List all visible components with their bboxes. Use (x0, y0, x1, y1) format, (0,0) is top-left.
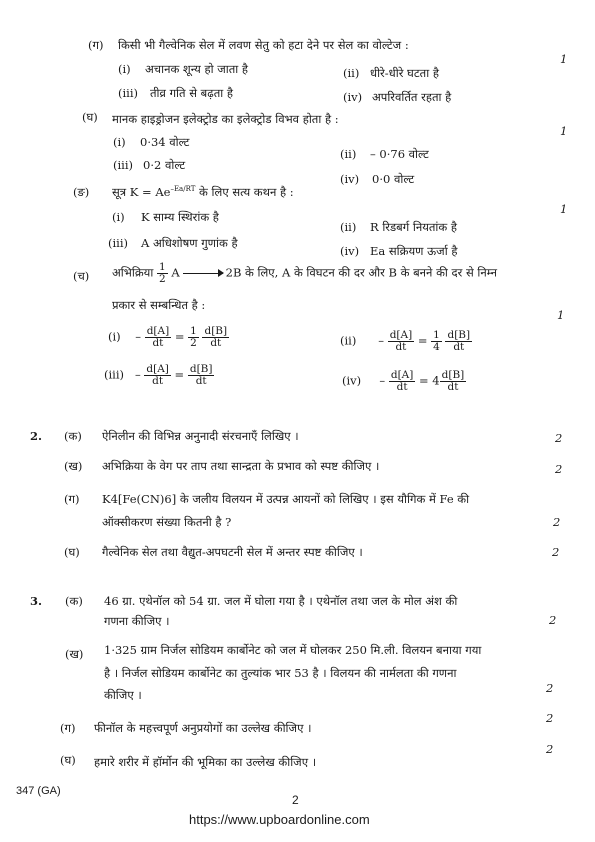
frac-num: d[B] (447, 329, 471, 341)
q1ch-opt-iv: (iv) – $\frac{d[A]}{dt}$ = 4 $\frac{d[B]}{dt}$ (342, 369, 465, 394)
q1gh-opt-iv-num: (iv) (340, 172, 360, 186)
frac-den: dt (152, 375, 164, 388)
q1g-label: (ग) (88, 38, 104, 52)
q1g-opt-iii: तीव्र गति से बढ़ता है (150, 86, 234, 100)
q2-gha-marks: 2 (552, 545, 560, 559)
q1ch-frac-den: 2 (158, 273, 166, 286)
q1ch-text-post: 2B के लिए, A के विघटन की दर और B के बनने की दर से निम्न (225, 265, 498, 280)
q1gh-opt-ii: – 0·76 वोल्ट (370, 147, 429, 161)
q1g-opt-ii: धीरे-धीरे घटता है (370, 66, 439, 80)
q1gh-opt-iii: 0·2 वोल्ट (143, 158, 186, 172)
q1ng-text-pre: सूत्र K = Ae (112, 185, 171, 199)
q1ch-frac-num: 1 (158, 261, 166, 273)
q2-ka-marks: 2 (555, 431, 563, 445)
frac-den: dt (395, 341, 407, 354)
q1ch-opt-iv-num: (iv) (342, 373, 362, 388)
q2-ga-label: (ग) (64, 492, 80, 506)
q1ch-opt-ii-coef (431, 330, 442, 353)
q1gh-label: (घ) (82, 110, 98, 124)
q1ch-opt-i-rhs (202, 326, 229, 349)
q2-gha-label: (घ) (64, 545, 80, 559)
q1ch-text-pre: अभिक्रिया (112, 265, 154, 280)
q1gh-opt-ii-num: (ii) (340, 147, 357, 161)
q1ch-text (112, 262, 497, 285)
q1ch-opt-iii-num: (iii) (104, 367, 125, 382)
q1ng-opt-iii-num: (iii) (108, 236, 129, 250)
q3-ka-label: (क) (65, 594, 83, 608)
frac-den: dt (453, 341, 465, 354)
q3-ka-marks: 2 (549, 613, 557, 627)
frac-num: d[B] (204, 325, 228, 337)
q2-ga-text2: ऑक्सीकरण संख्या कितनी है ? (102, 515, 232, 529)
q1g-opt-iv-num: (iv) (343, 90, 363, 104)
q1ch-opt-ii-rhs (445, 330, 472, 353)
q3-ka-text2: गणना कीजिए । (104, 614, 170, 628)
frac-num: 1 (433, 329, 440, 341)
q1ch-opt-ii: (ii) – $\frac{d[A]}{dt}$ = $\frac{1}{4}$ $\frac{d[B]}{dt}$ (340, 329, 471, 354)
q1ch-opt-i-coef (188, 326, 199, 349)
frac-den: dt (447, 381, 459, 394)
frac-num: d[A] (390, 369, 414, 381)
q2-kha-text: अभिक्रिया के वेग पर ताप तथा सान्द्रता के प्रभाव को स्पष्ट कीजिए । (102, 459, 380, 473)
frac-num: d[A] (146, 325, 170, 337)
q1gh-opt-i: 0·34 वोल्ट (140, 135, 190, 149)
q1ch-opt-iii-lhs (144, 364, 171, 387)
q3-ga-marks: 2 (546, 711, 554, 725)
q3-kha-text3: कीजिए । (104, 688, 142, 702)
q1ch-opt-ii-num: (ii) (340, 333, 357, 348)
reaction-arrow-icon (183, 273, 223, 274)
q1ch-line2: प्रकार से सम्बन्धित है : (112, 298, 206, 312)
q1ch-opt-i-num: (i) (108, 329, 121, 344)
q1ng-text-post: के लिए सत्य कथन है : (195, 185, 294, 199)
q1ng-opt-iii: A अधिशोषण गुणांक है (141, 236, 238, 250)
q1ng-marks: 1 (560, 202, 568, 216)
q1ch-opt-i-lhs (145, 326, 172, 349)
q1ch-text-mid: A (171, 265, 180, 280)
frac-den: dt (396, 381, 408, 394)
q1ch-opt-iv-coef: 4 (432, 373, 440, 388)
q2-ga-text: K4[Fe(CN)6] के जलीय विलयन में उत्पन्न आयनों को लिखिए । इस यौगिक में Fe की (102, 492, 470, 506)
q3-ga-label: (ग) (60, 721, 76, 735)
q1g-marks: 1 (560, 52, 568, 66)
q1ng-opt-iv: Ea सक्रियण ऊर्जा है (370, 244, 458, 258)
q2-kha-marks: 2 (555, 462, 563, 476)
q3-gha-label: (घ) (60, 753, 76, 767)
frac-num: d[A] (146, 363, 169, 375)
q1ch-fraction (157, 262, 168, 285)
paper-code: 347 (GA) (16, 785, 61, 797)
q1gh-marks: 1 (560, 124, 568, 138)
frac-den: 2 (190, 337, 197, 350)
q1gh-text: मानक हाइड्रोजन इलेक्ट्रोड का इलेक्ट्रोड विभव होता है : (112, 112, 339, 126)
q3-kha-text2: है । निर्जल सोडियम कार्बोनेट का तुल्यांक भार 53 है । विलयन की नार्मलता की गणना (104, 666, 457, 680)
q1ch-opt-i: (i) – $\frac{d[A]}{dt}$ = $\frac{1}{2}$ $\frac{d[B]}{dt}$ (108, 325, 228, 350)
q2-gha-text: गैल्वेनिक सेल तथा वैद्युत-अपघटनी सेल में अन्तर स्पष्ट कीजिए । (102, 545, 363, 559)
q1g-opt-iv: अपरिवर्तित रहता है (372, 90, 452, 104)
frac-num: d[A] (389, 329, 413, 341)
q1g-opt-ii-num: (ii) (343, 66, 360, 80)
q1ng-opt-ii: R रिडबर्ग नियतांक है (370, 220, 458, 234)
q2-number: 2. (30, 429, 43, 443)
q1ch-opt-iv-lhs (389, 370, 416, 393)
q2-ka-label: (क) (64, 429, 82, 443)
q3-kha-label: (ख) (65, 647, 84, 661)
q3-kha-marks: 2 (546, 681, 554, 695)
q3-ka-text: 46 ग्रा. एथेनॉल को 54 ग्रा. जल में घोला गया है । एथेनॉल तथा जल के मोल अंश की (104, 594, 458, 608)
q1gh-opt-iii-num: (iii) (113, 158, 134, 172)
q1ch-opt-iv-rhs (440, 370, 467, 393)
q3-gha-text: हमारे शरीर में हॉर्मोन की भूमिका का उल्लेख कीजिए । (94, 755, 317, 769)
frac-den: dt (195, 375, 207, 388)
q1ch-opt-ii-lhs (388, 330, 415, 353)
q1ch-label: (च) (73, 269, 90, 283)
q1g-opt-iii-num: (iii) (118, 86, 139, 100)
q1g-text: किसी भी गैल्वेनिक सेल में लवण सेतु को हटा देने पर सेल का वोल्टेज : (118, 38, 409, 52)
q1ch-opt-iii-rhs (188, 364, 215, 387)
q1g-opt-i-num: (i) (118, 62, 131, 76)
q1ch-opt-iii: (iii) – $\frac{d[A]}{dt}$ = $\frac{d[B]}{dt}$ (104, 363, 213, 388)
q2-ka-text: ऐनिलीन की विभिन्न अनुनादी संरचनाएँ लिखिए । (102, 429, 299, 443)
q1ng-opt-i: K साम्य स्थिरांक है (141, 210, 219, 224)
q1ch-marks: 1 (557, 308, 565, 322)
q1ng-opt-ii-num: (ii) (340, 220, 357, 234)
q1ng-opt-i-num: (i) (112, 210, 125, 224)
frac-den: dt (210, 337, 222, 350)
q3-number: 3. (30, 594, 43, 608)
frac-den: 4 (433, 341, 440, 354)
q2-ga-marks: 2 (553, 515, 561, 529)
frac-num: d[B] (441, 369, 465, 381)
frac-den: dt (152, 337, 164, 350)
frac-num: 1 (190, 325, 197, 337)
q1gh-opt-iv: 0·0 वोल्ट (372, 172, 415, 186)
q3-gha-marks: 2 (546, 742, 554, 756)
q1g-opt-i: अचानक शून्य हो जाता है (145, 62, 249, 76)
q1ng-opt-iv-num: (iv) (340, 244, 360, 258)
q3-kha-text: 1·325 ग्राम निर्जल सोडियम कार्बोनेट को जल में घोलकर 250 मि.ली. विलयन बनाया गया (104, 643, 482, 657)
q2-kha-label: (ख) (64, 459, 83, 473)
frac-num: d[B] (189, 363, 213, 375)
q1ng-label: (ङ) (73, 185, 90, 199)
website-url[interactable]: https://www.upboardonline.com (189, 812, 370, 827)
q1ng-text (112, 185, 294, 200)
page-number: 2 (292, 793, 299, 807)
q1ng-exponent: –Ea/RT (170, 185, 196, 194)
q3-ga-text: फीनॉल के महत्त्वपूर्ण अनुप्रयोगों का उल्लेख कीजिए । (94, 721, 312, 735)
q1gh-opt-i-num: (i) (113, 135, 126, 149)
